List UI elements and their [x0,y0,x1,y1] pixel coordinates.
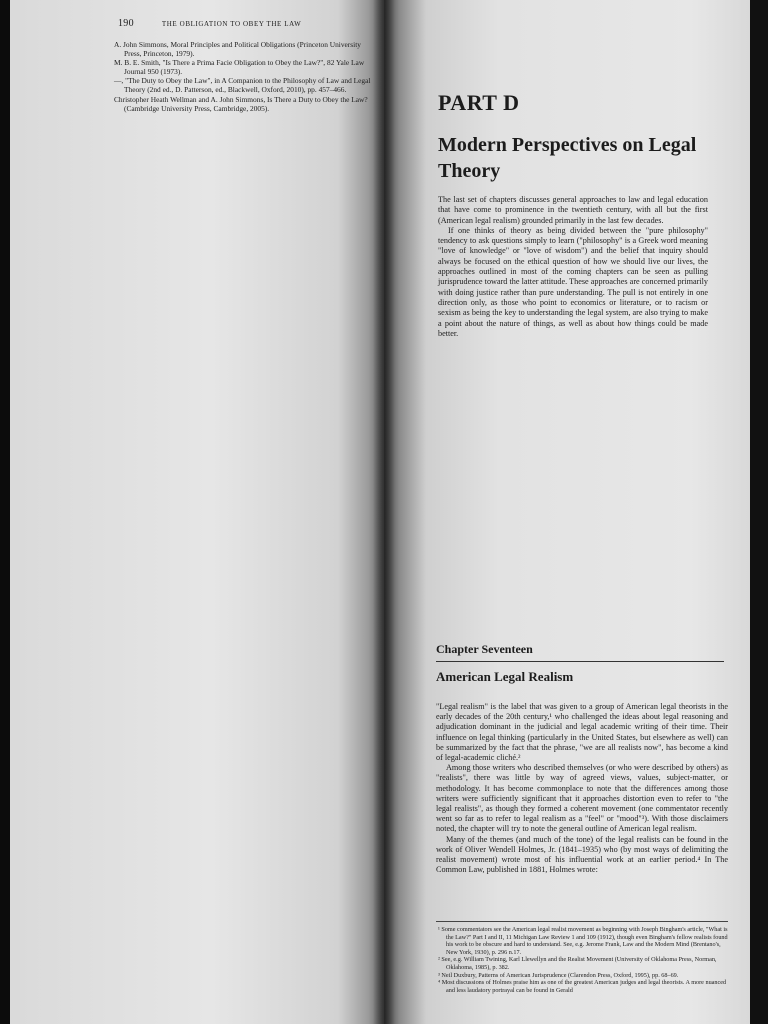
footnote: ⁴ Most discussions of Holmes praise him as one of the greatest American judges and legal theorists. A more nuanced and less laudatory portrayal can be found in Gerald [438,979,727,994]
top-left-page [0,0,384,512]
bibliography-entry: A. John Simmons, Moral Principles and Political Obligations (Princeton University Press, Princeton, 1979). [114,40,361,59]
part-title: Modern Perspectives on Legal Theory [438,134,697,182]
paragraph: If one thinks of theory as being divided between the "pure philosophy" tendency to ask questions simply to learn ("philosophy" is a Greek word meaning "love of knowledge" or "love of wisdom") and the belief that inquiry should always be focused on the ethical question of how we should live our lives, the approaches outlined in most of the coming chapters can be seen as pulling jurisprudence toward the latter attitude. These approaches are concerned primarily with doing justice rather than pure understanding. The pull is not entirely in one direction only, as those who point to economics or literature, or to racism or sexism as being the key to understanding the legal system, are also trying to make a point about the nature of things, as well as about how things could be made better. [438,225,708,338]
footnotes [436,926,728,994]
paragraph: "Legal realism" is the label that was given to a group of American legal theorists in the early decades of the 20th century,¹ who challenged the ideas about legal reasoning and adjudication dominant in the judicial and legal academic writing of their time. Their influence on legal thinking (particularly in the United States, but elsewhere as well) can be summarized by the fact that the phrase, "we are all realists now", has become a kind of legal-academic cliché.² [436,702,728,763]
part-label: PART D [438,90,520,115]
page-edge-shadow [0,0,10,512]
bottom-spread [0,512,768,1024]
page-number: 190 [118,18,134,29]
book-gutter [373,0,395,512]
page-edge-shadow [0,512,10,1024]
bibliography-entry: —, "The Duty to Obey the Law", in A Companion to the Philosophy of Law and Legal Theory (2nd ed., D. Patterson, ed., Blackwell, Oxford, 2010), pp. 457–466. [114,76,371,95]
bibliography-entry: Christopher Heath Wellman and A. John Simmons, Is There a Duty to Obey the Law? (Cambridge University Press, Cambridge, 2005). [114,94,368,113]
chapter-title: American Legal Realism [436,669,574,684]
footnote: ² See, e.g. William Twining, Karl Llewellyn and the Realist Movement (University of Oklahoma Press, Norman, Oklahoma, 1985), p. 382. [438,956,717,971]
bibliography [114,40,376,113]
part-introduction [438,195,708,339]
running-head [118,18,386,29]
bibliography-entry: M. B. E. Smith, "Is There a Prima Facie Obligation to Obey the Law?", 82 Yale Law Journal 950 (1973). [114,58,365,77]
paragraph: The last set of chapters discusses general approaches to law and legal education that have come to prominence in the twentieth century, with all but the first (American legal realism) grounded primarily in the last few decades. [438,195,708,225]
paragraph: Many of the themes (and much of the tone) of the legal realists can be found in the work of Oliver Wendell Holmes, Jr. (1841–1935) who (by most ways of delimiting the realist movement) wrote most of his influential work at an earlier period.⁴ In The Common Law, published in 1881, Holmes wrote: [436,834,728,875]
page-edge-shadow [750,0,768,512]
chapter-label: Chapter Seventeen [436,642,533,656]
bottom-left-page [0,512,384,1024]
footnote: ³ Neil Duxbury, Patterns of American Jurisprudence (Clarendon Press, Oxford, 1995), pp. 68–69. [438,971,679,979]
paragraph: Among those writers who described themselves (or who were described by others) as "realists", there was little by way of agreed views, values, subject-matter, or methodology. It has become commonplace to note that the differences among those writers were sufficiently significant that it approaches distortion even to refer to "the legal realists", as though they formed a coherent movement (one commentator recently went so far as to refer to legal realism as a "feel" or "mood"³). With those disclaimers noted, the chapter will try to note the general outline of American legal realism. [436,763,728,834]
running-head-title: THE OBLIGATION TO OBEY THE LAW [161,20,302,28]
footnote-rule [436,921,728,922]
chapter-body [436,702,728,875]
chapter-rule [436,661,724,662]
footnote: ¹ Some commentators see the American legal realist movement as beginning with Joseph Bingham's article, "What is the Law?" Part I and II, 11 Michigan Law Review 1 and 109 (1912), though even Bingham's fellow realists found his work to be obscure and hard to understand. See, e.g. Jerome Frank, Law and the Modern Mind (Brentano's, New York, 1930), p. 296 n.17. [438,926,728,956]
book-gutter [373,512,395,1024]
page-edge-shadow [750,512,768,1024]
